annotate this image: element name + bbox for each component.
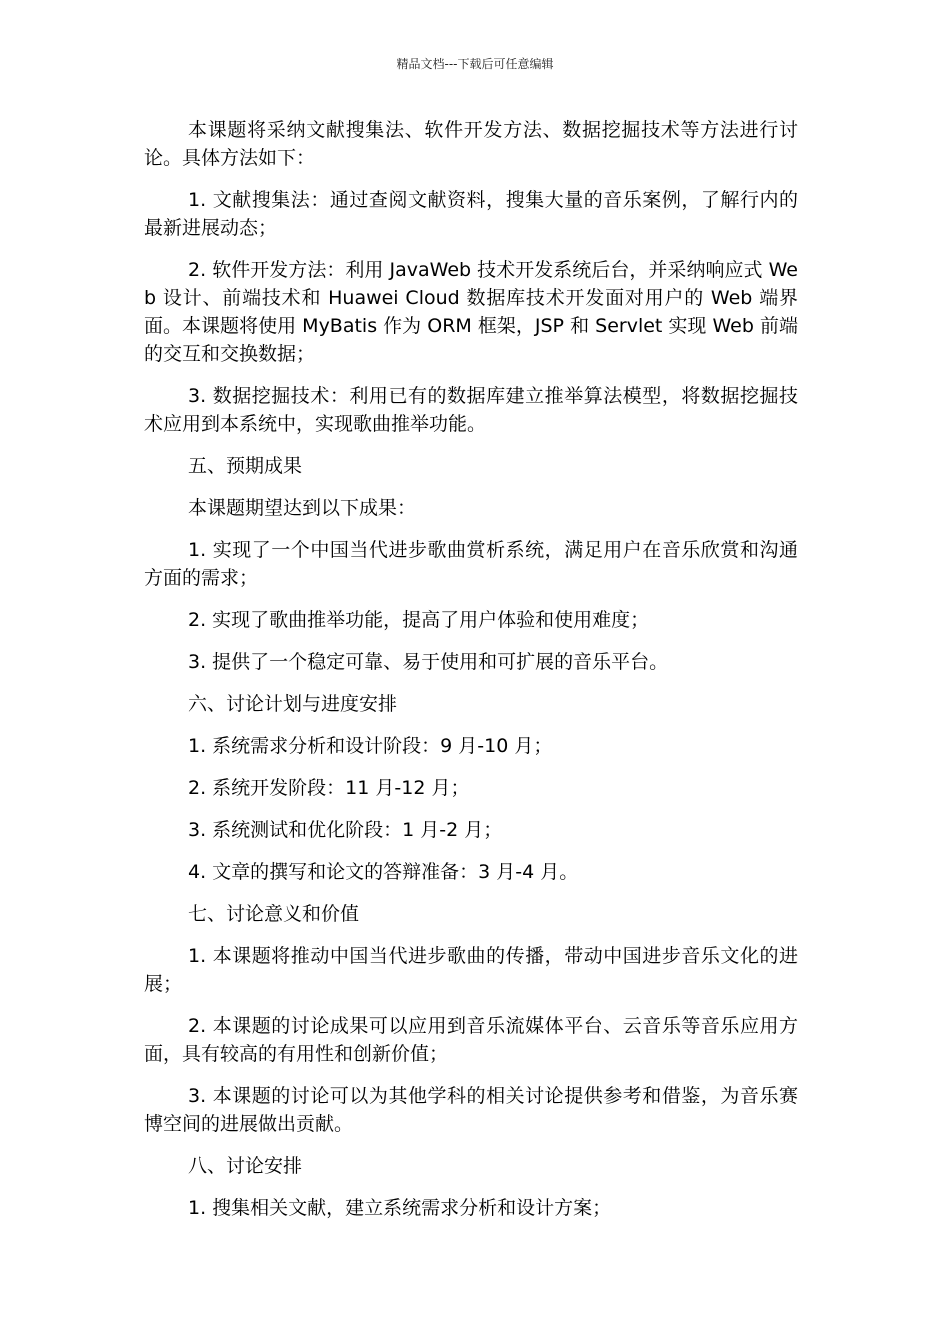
section-heading-schedule: 六、讨论计划与进度安排 (188, 693, 398, 715)
paragraph-methods-intro: 本课题将采纳文献搜集法、软件开发方法、数据挖掘技术等方法进行讨论。具体方法如下： (144, 119, 798, 169)
paragraph-result-3: 3. 提供了一个稳定可靠、易于使用和可扩展的音乐平台。 (188, 651, 669, 673)
paragraph-significance-3: 3. 本课题的讨论可以为其他学科的相关讨论提供参考和借鉴，为音乐赛博空间的进展做出贡献。 (144, 1085, 798, 1135)
paragraph-method-literature: 1. 文献搜集法：通过查阅文献资料，搜集大量的音乐案例，了解行内的最新进展动态； (144, 189, 798, 239)
section-heading-significance: 七、讨论意义和价值 (188, 903, 360, 925)
paragraph-significance-1: 1. 本课题将推动中国当代进步歌曲的传播，带动中国进步音乐文化的进展； (144, 945, 798, 995)
paragraph-method-software: 2. 软件开发方法：利用 JavaWeb 技术开发系统后台，并采纳响应式 Web 设计、前端技术和 Huawei Cloud 数据库技术开发面对用户的 Web 端界面。本课题将使用 MyBatis 作为 ORM 框架，JSP 和 Servlet 实现 Web 前端的交互和交换数据； (144, 259, 798, 365)
page-header: 精品文档---下载后可任意编辑 (396, 57, 554, 71)
section-heading-expected-results: 五、预期成果 (188, 455, 303, 477)
paragraph-result-1: 1. 实现了一个中国当代进步歌曲赏析系统，满足用户在音乐欣赏和沟通方面的需求； (144, 539, 798, 589)
paragraph-arrangement-1: 1. 搜集相关文献，建立系统需求分析和设计方案； (188, 1197, 612, 1219)
paragraph-result-2: 2. 实现了歌曲推举功能，提高了用户体验和使用难度； (188, 609, 650, 631)
paragraph-results-intro: 本课题期望达到以下成果： (188, 497, 417, 519)
paragraph-schedule-1: 1. 系统需求分析和设计阶段：9 月-10 月； (188, 735, 553, 757)
document-body (144, 116, 798, 1236)
paragraph-schedule-4: 4. 文章的撰写和论文的答辩准备：3 月-4 月。 (188, 861, 579, 883)
paragraph-schedule-2: 2. 系统开发阶段：11 月-12 月； (188, 777, 470, 799)
paragraph-significance-2: 2. 本课题的讨论成果可以应用到音乐流媒体平台、云音乐等音乐应用方面，具有较高的有用性和创新价值； (144, 1015, 798, 1065)
section-heading-arrangement: 八、讨论安排 (188, 1155, 303, 1177)
paragraph-schedule-3: 3. 系统测试和优化阶段：1 月-2 月； (188, 819, 503, 841)
paragraph-method-datamining: 3. 数据挖掘技术：利用已有的数据库建立推举算法模型，将数据挖掘技术应用到本系统中，实现歌曲推举功能。 (144, 385, 798, 435)
